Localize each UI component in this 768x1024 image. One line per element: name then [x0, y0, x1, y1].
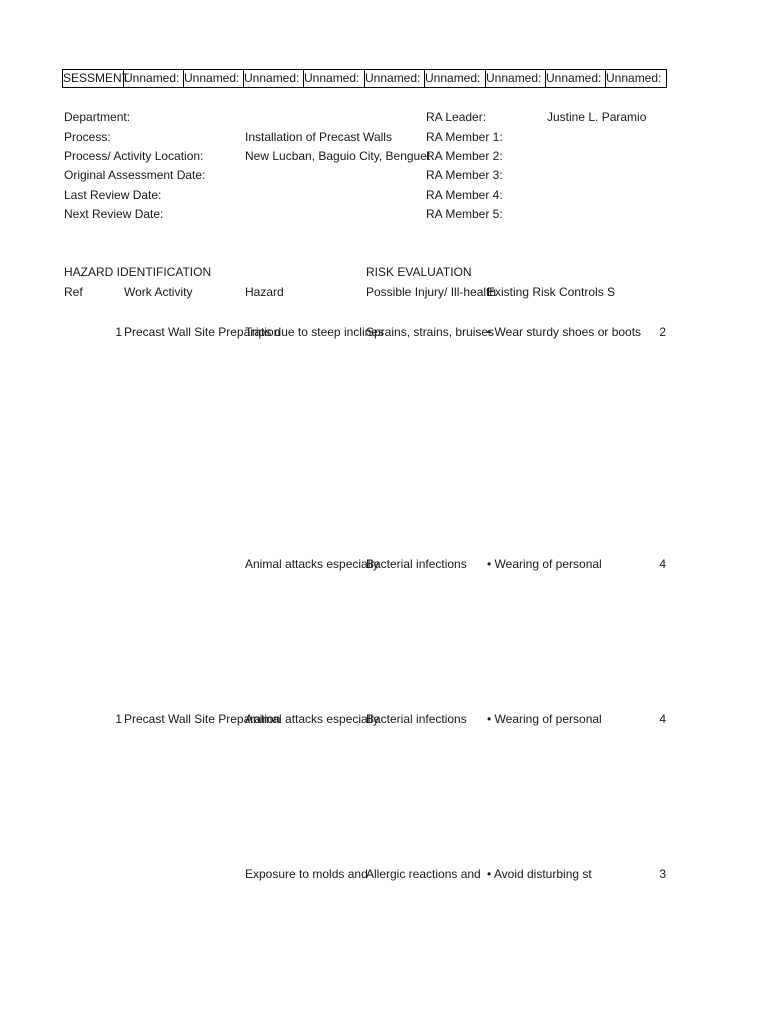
row-hazard: Exposure to molds and: [245, 867, 368, 881]
col-possible-injury: Possible Injury/ Ill-health: [366, 285, 497, 299]
ra-member1-label: RA Member 1:: [426, 130, 503, 144]
process-label: Process:: [64, 130, 111, 144]
ra-member4-label: RA Member 4:: [426, 188, 503, 202]
original-date-label: Original Assessment Date:: [64, 168, 206, 182]
header-cell: Unnamed:: [425, 69, 486, 88]
row-control: • Wear sturdy shoes or boots: [487, 325, 642, 339]
row-hazard: Animal attacks especially: [245, 557, 380, 571]
row-score: 3: [659, 867, 666, 881]
ra-leader-value: Justine L. Paramio: [547, 110, 647, 124]
row-hazard: Animal attacks especially: [245, 712, 380, 726]
row-injury: Bacterial infections: [366, 712, 467, 726]
col-ref: Ref: [64, 285, 83, 299]
section-risk-evaluation: RISK EVALUATION: [366, 265, 472, 279]
row-ref: 1: [115, 325, 122, 339]
header-cell: Unnamed:: [546, 69, 606, 88]
department-label: Department:: [64, 110, 131, 124]
row-control: • Wearing of personal: [487, 557, 602, 571]
header-cell: Unnamed:: [244, 69, 304, 88]
header-cell: Unnamed:: [184, 69, 244, 88]
ra-member3-label: RA Member 3:: [426, 168, 503, 182]
row-injury: Allergic reactions and: [366, 867, 481, 881]
col-existing-controls: Existing Risk Controls S: [487, 285, 616, 299]
col-hazard: Hazard: [245, 285, 284, 299]
location-value: New Lucban, Baguio City, Benguet: [245, 149, 431, 163]
header-cell: Unnamed:: [124, 69, 184, 88]
header-cell: Unnamed:: [486, 69, 546, 88]
row-hazard: Trips due to steep inclines: [245, 325, 384, 339]
next-review-label: Next Review Date:: [64, 207, 164, 221]
row-activity: Precast Wall Site Preparation: [124, 712, 281, 726]
header-cell: SESSMENT: [62, 69, 124, 88]
sheet-header-row: [62, 69, 667, 88]
ra-leader-label: RA Leader:: [426, 110, 487, 124]
header-cell: Unnamed:: [365, 69, 425, 88]
ra-member5-label: RA Member 5:: [426, 207, 503, 221]
row-score: 4: [659, 712, 666, 726]
row-activity: Precast Wall Site Preparation: [124, 325, 281, 339]
row-score: 2: [659, 325, 666, 339]
row-control: • Wearing of personal: [487, 712, 602, 726]
location-label: Process/ Activity Location:: [64, 149, 204, 163]
header-cell: Unnamed:: [606, 69, 667, 88]
row-injury: Bacterial infections: [366, 557, 467, 571]
section-hazard-identification: HAZARD IDENTIFICATION: [64, 265, 212, 279]
row-injury: Sprains, strains, bruises: [366, 325, 495, 339]
col-work-activity: Work Activity: [124, 285, 193, 299]
row-control: • Avoid disturbing st: [487, 867, 592, 881]
row-ref: 1: [115, 712, 122, 726]
ra-member2-label: RA Member 2:: [426, 149, 503, 163]
process-value: Installation of Precast Walls: [245, 130, 392, 144]
last-review-label: Last Review Date:: [64, 188, 162, 202]
header-cell: Unnamed:: [304, 69, 365, 88]
row-score: 4: [659, 557, 666, 571]
